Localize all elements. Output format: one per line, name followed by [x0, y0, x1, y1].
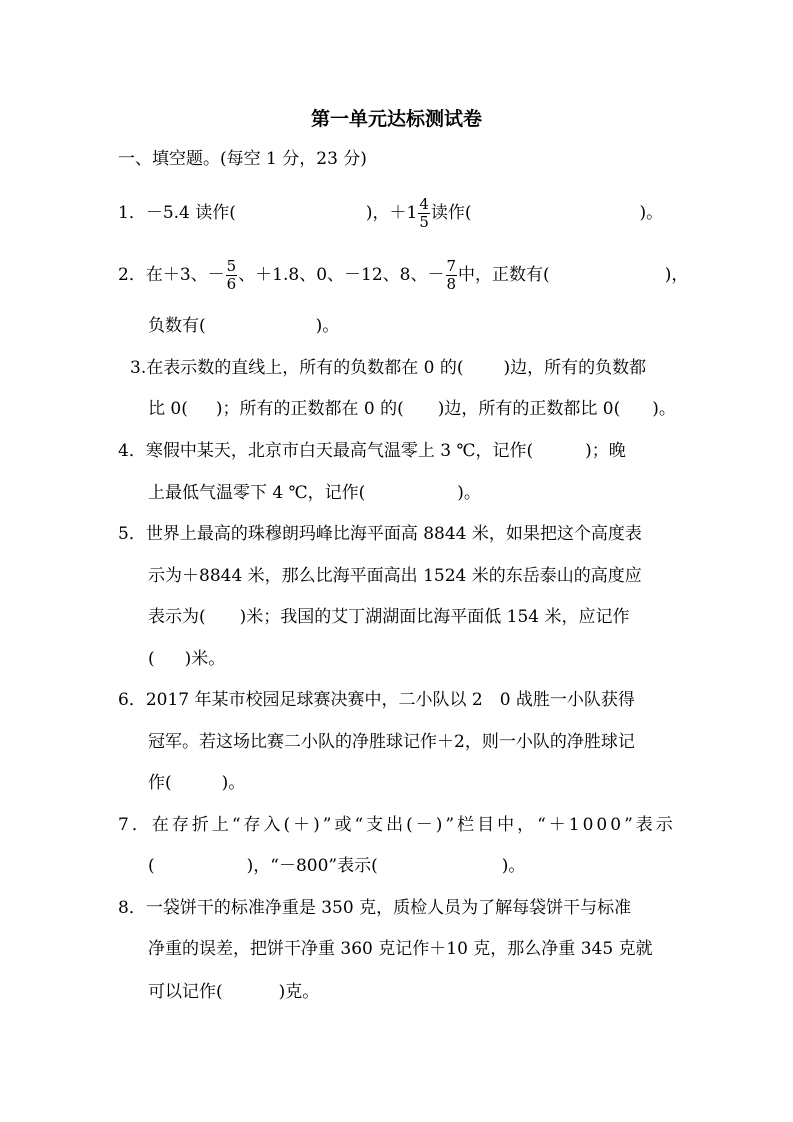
- question-7-line-2: [148, 853, 525, 879]
- q1-text-b: )，＋1: [365, 203, 418, 223]
- question-8-line-3: [148, 979, 319, 1005]
- q7-text-a: (: [148, 856, 155, 876]
- question-3-line-2: [148, 396, 676, 422]
- q3-text-c: 比 0(: [148, 399, 188, 419]
- q6-text-a: 作(: [148, 773, 172, 793]
- question-1: [118, 196, 663, 231]
- q2-fraction-2: [446, 258, 458, 293]
- q5-text-b: )米；我国的艾丁湖湖面比海平面低 154 米，应记作: [239, 607, 630, 627]
- q2-text-f: )。: [315, 316, 340, 336]
- q3-text-d: )；所有的正数都在 0 的(: [215, 399, 404, 419]
- q2-fraction-1: [226, 258, 238, 293]
- q6-text-b: )。: [221, 773, 246, 793]
- q1-fraction: [418, 196, 430, 231]
- q4-text-a: 4．寒假中某天，北京市白天最高气温零上 3 ℃，记作(: [118, 441, 534, 461]
- q1-frac-denominator: 5: [419, 213, 429, 231]
- question-8-line-2: 净重的误差，把饼干净重 360 克记作＋10 克，那么净重 345 克就: [148, 939, 653, 959]
- question-4-line-1: [118, 438, 626, 464]
- q4-text-b: )；晚: [585, 441, 626, 461]
- q2-frac2-numerator: 7: [446, 257, 457, 275]
- q2-text-b: 、＋1.8、0、－12、8、－: [238, 265, 445, 285]
- q2-text-d: )，: [664, 265, 689, 285]
- question-7-line-1: 7．在存折上“存入(＋)”或“支出(－)”栏目中，“＋1000”表示: [118, 815, 676, 835]
- q2-frac2-denominator: 8: [446, 275, 457, 293]
- question-5-line-4: [148, 646, 225, 672]
- q7-text-b: )，“－800”表示(: [246, 856, 378, 876]
- q7-text-c: )。: [501, 856, 526, 876]
- q8-text-a: 可以记作(: [148, 982, 223, 1002]
- q1-frac-numerator: 4: [419, 195, 429, 213]
- q2-text-c: 中，正数有(: [458, 265, 550, 285]
- question-8-line-1: 8．一袋饼干的标准净重是 350 克，质检人员为了解每袋饼干与标准: [118, 898, 632, 918]
- q3-text-f: )。: [652, 399, 676, 419]
- q5-text-a: 表示为(: [148, 607, 206, 627]
- question-6-line-2: 冠军。若这场比赛二小队的净胜球记作＋2，则一小队的净胜球记: [148, 732, 635, 752]
- q4-text-c: 上最低气温零下 4 ℃，记作(: [148, 483, 366, 503]
- question-5-line-1: 5．世界上最高的珠穆朗玛峰比海平面高 8844 米，如果把这个高度表: [118, 524, 642, 544]
- q2-frac1-numerator: 5: [226, 257, 237, 275]
- question-3-line-1: [130, 355, 646, 381]
- q5-text-d: )米。: [184, 649, 226, 669]
- q4-text-d: )。: [457, 483, 481, 503]
- q2-frac1-denominator: 6: [226, 275, 237, 293]
- q2-text-a: 2．在＋3、－: [118, 265, 225, 285]
- section-heading: 一、填空题。(每空 1 分，23 分): [118, 149, 367, 169]
- q2-text-e: 负数有(: [148, 316, 206, 336]
- q1-text-c: 读作(: [430, 203, 472, 223]
- q3-text-a: 3.在表示数的直线上，所有的负数都在 0 的(: [130, 358, 464, 378]
- q3-text-e: )边，所有的正数都比 0(: [437, 399, 621, 419]
- q1-text-d: )。: [639, 203, 664, 223]
- question-5-line-2: 示为＋8844 米，那么比海平面高出 1524 米的东岳泰山的高度应: [148, 566, 642, 586]
- q3-text-b: )边，所有的负数都: [503, 358, 647, 378]
- question-6-line-1: 6．2017 年某市校园足球赛决赛中，二小队以 2 0 战胜一小队获得: [118, 690, 635, 710]
- q1-text-a: 1．－5.4 读作(: [118, 203, 236, 223]
- q8-text-b: )克。: [278, 982, 320, 1002]
- question-6-line-3: [148, 770, 245, 796]
- question-2-line-2: [148, 313, 339, 339]
- question-5-line-3: [148, 604, 630, 630]
- question-4-line-2: [148, 480, 481, 506]
- question-2-line-1: [118, 258, 688, 293]
- page-title: 第一单元达标测试卷: [310, 108, 482, 130]
- q5-text-c: (: [148, 649, 155, 669]
